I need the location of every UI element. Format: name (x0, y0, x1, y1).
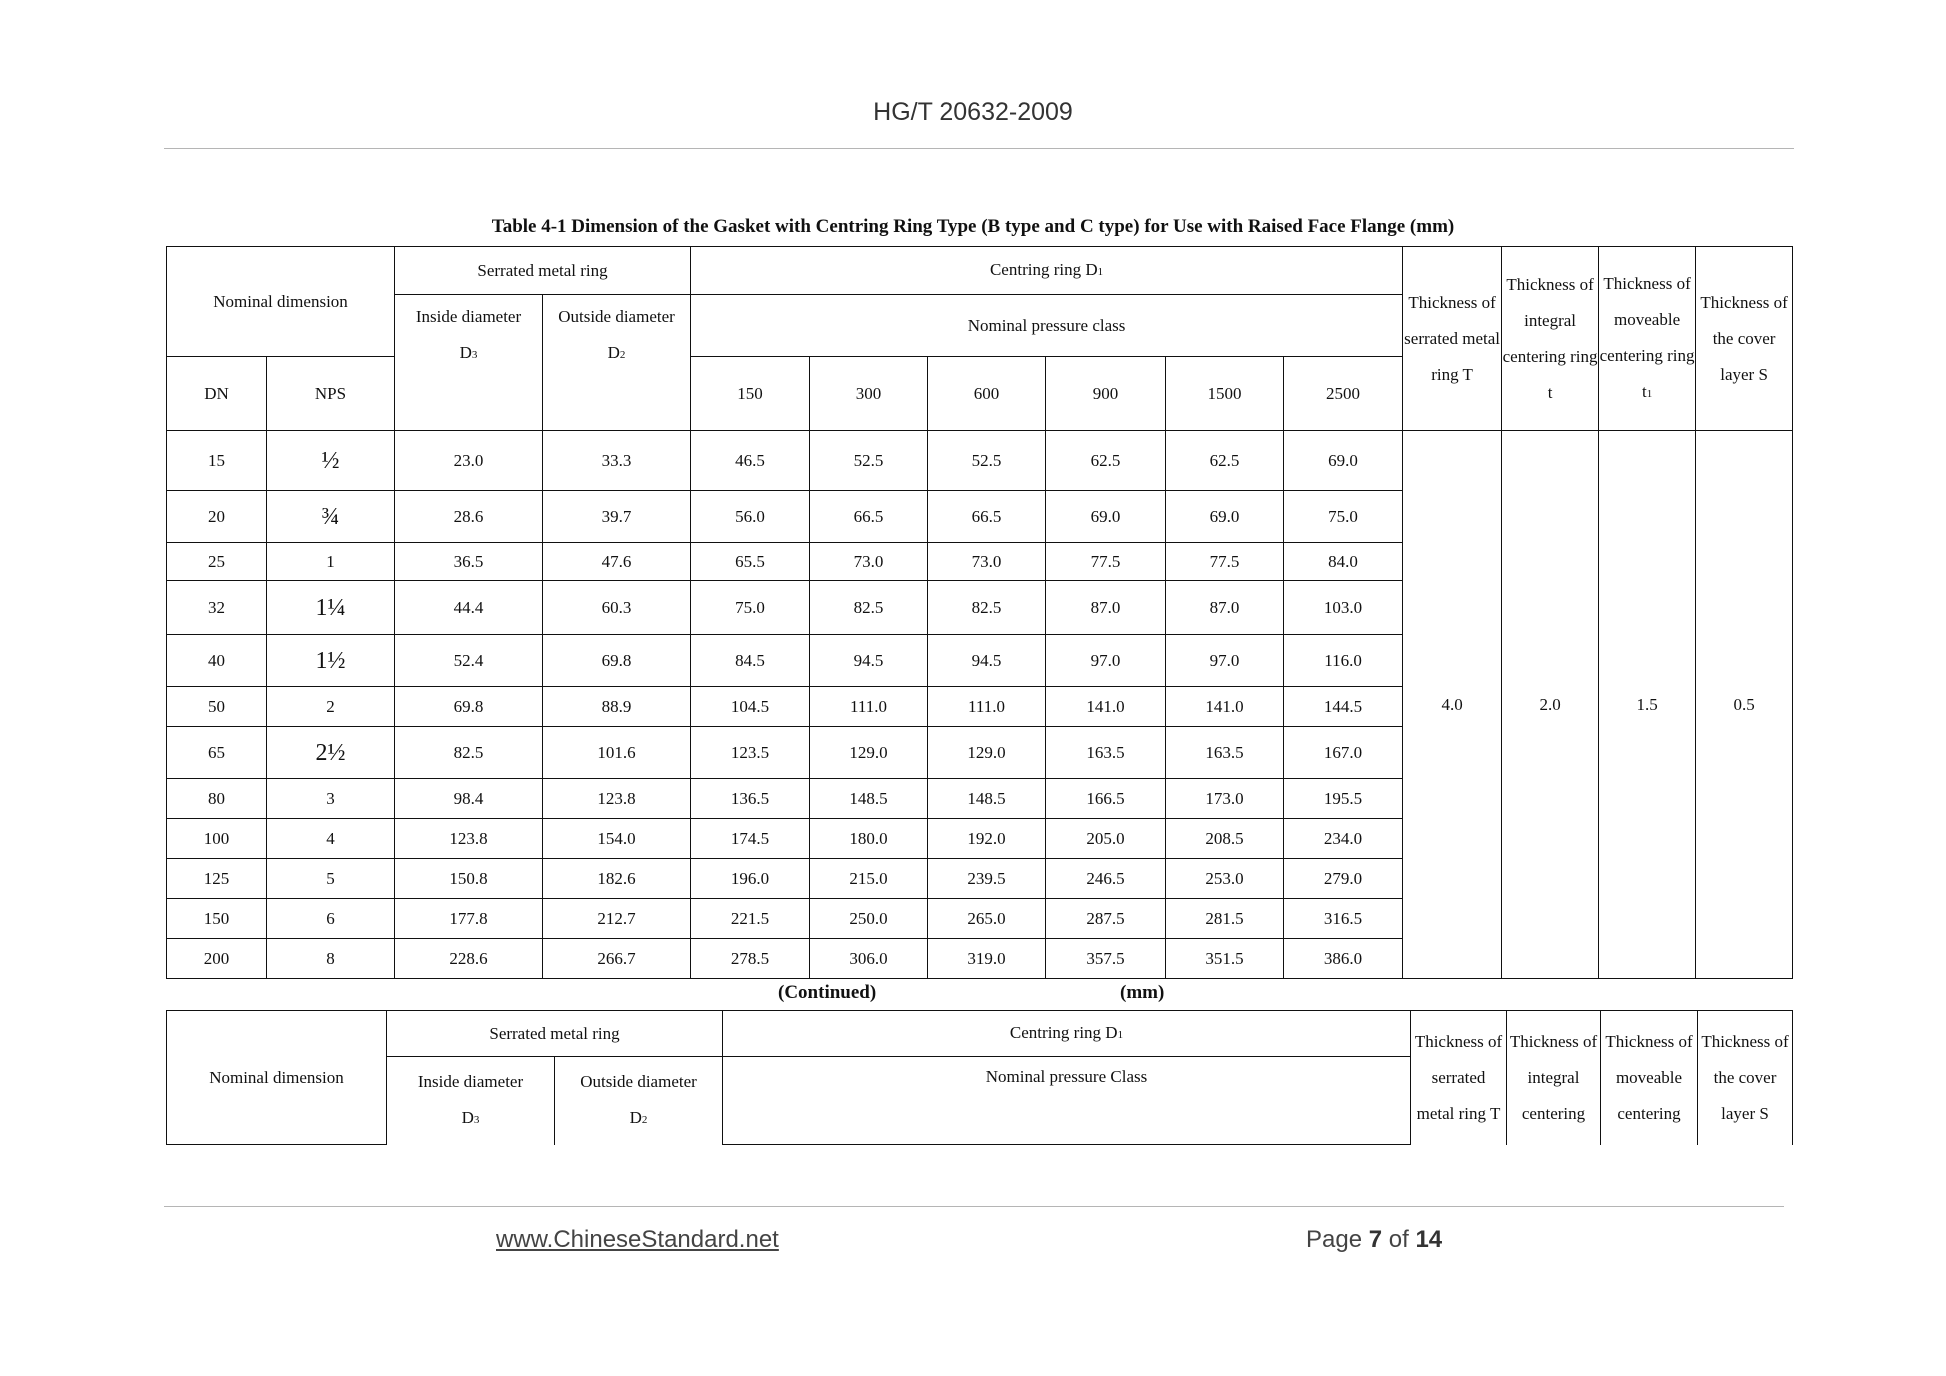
outside-diameter-cell: 212.7 (543, 899, 691, 939)
table-title: Table 4-1 Dimension of the Gasket with Centring Ring Type (B type and C type) for Use with Raised Face Flange (mm) (491, 216, 1455, 237)
nps-cell: 8 (267, 939, 395, 979)
nps-cell: ¾ (267, 491, 395, 543)
class-2500-cell: 116.0 (1284, 635, 1403, 687)
class-1500-cell: 173.0 (1166, 779, 1284, 819)
class-150-cell: 56.0 (691, 491, 810, 543)
outside-diameter-cell: 60.3 (543, 581, 691, 635)
continued-label: (Continued) (778, 982, 877, 1003)
outside-diameter-symbol: D (607, 343, 620, 362)
class-600-cell: 129.0 (928, 727, 1046, 779)
class-1500-cell: 69.0 (1166, 491, 1284, 543)
class-2500-cell: 167.0 (1284, 727, 1403, 779)
class-600-cell: 148.5 (928, 779, 1046, 819)
centring-ring-header (691, 247, 1403, 295)
class-900-cell: 97.0 (1046, 635, 1166, 687)
inside-diameter-cell: 36.5 (395, 543, 543, 581)
inside-diameter-subscript: 3 (473, 1113, 480, 1126)
class-150-cell: 46.5 (691, 431, 810, 491)
centring-ring-header (723, 1011, 1411, 1057)
class-1500-cell: 351.5 (1166, 939, 1284, 979)
class-300-cell: 148.5 (810, 779, 928, 819)
class-900-cell: 141.0 (1046, 687, 1166, 727)
gasket-dimension-table (166, 246, 1793, 979)
thickness-integral-header: Thickness of integral centering (1507, 1011, 1601, 1145)
serrated-metal-ring-header: Serrated metal ring (395, 247, 691, 295)
class-600-cell: 319.0 (928, 939, 1046, 979)
dn-cell: 32 (167, 581, 267, 635)
class-300-cell: 180.0 (810, 819, 928, 859)
class-600-cell: 82.5 (928, 581, 1046, 635)
page-prefix: Page (1306, 1226, 1363, 1253)
nps-cell: 4 (267, 819, 395, 859)
thickness-integral-header: Thickness of integral centering ring t (1502, 247, 1599, 431)
outside-diameter-cell: 88.9 (543, 687, 691, 727)
inside-diameter-cell: 28.6 (395, 491, 543, 543)
dn-cell: 200 (167, 939, 267, 979)
inside-diameter-cell: 150.8 (395, 859, 543, 899)
class-2500-cell: 84.0 (1284, 543, 1403, 581)
inside-diameter-cell: 52.4 (395, 635, 543, 687)
dn-cell: 80 (167, 779, 267, 819)
class-150-cell: 136.5 (691, 779, 810, 819)
outside-diameter-cell: 266.7 (543, 939, 691, 979)
class-2500-cell: 75.0 (1284, 491, 1403, 543)
outside-diameter-symbol: D (629, 1107, 642, 1127)
footer-rule (164, 1206, 1784, 1207)
centring-ring-subscript: 1 (1097, 265, 1104, 278)
document-id-header: HG/T 20632-2009 (873, 98, 1073, 126)
class-900-cell: 287.5 (1046, 899, 1166, 939)
serrated-metal-ring-header: Serrated metal ring (387, 1011, 723, 1057)
inside-diameter-symbol: D (461, 1107, 474, 1127)
thickness-integral-value: 2.0 (1502, 431, 1599, 979)
dn-cell: 150 (167, 899, 267, 939)
page-indicator (1306, 1226, 1442, 1254)
nps-cell: 1½ (267, 635, 395, 687)
class-150-cell: 196.0 (691, 859, 810, 899)
thickness-cover-value: 0.5 (1696, 431, 1793, 979)
centring-ring-subscript: 1 (1117, 1028, 1124, 1041)
class-600-cell: 66.5 (928, 491, 1046, 543)
class-300-cell: 94.5 (810, 635, 928, 687)
nps-cell: 2 (267, 687, 395, 727)
inside-diameter-cell: 69.8 (395, 687, 543, 727)
class-300-cell: 215.0 (810, 859, 928, 899)
thickness-cover-header: Thickness of the cover layer S (1696, 247, 1793, 431)
pressure-class-header: 300 (810, 357, 928, 431)
page-total: 14 (1415, 1226, 1443, 1253)
class-900-cell: 163.5 (1046, 727, 1166, 779)
class-300-cell: 82.5 (810, 581, 928, 635)
class-1500-cell: 62.5 (1166, 431, 1284, 491)
class-150-cell: 123.5 (691, 727, 810, 779)
dn-header: DN (167, 357, 267, 431)
class-2500-cell: 279.0 (1284, 859, 1403, 899)
class-900-cell: 246.5 (1046, 859, 1166, 899)
nps-header: NPS (267, 357, 395, 431)
class-900-cell: 69.0 (1046, 491, 1166, 543)
class-600-cell: 265.0 (928, 899, 1046, 939)
class-600-cell: 94.5 (928, 635, 1046, 687)
nps-cell: 6 (267, 899, 395, 939)
thickness-moveable-header: Thickness of moveable centering (1601, 1011, 1698, 1145)
continued-unit: (mm) (1120, 982, 1165, 1003)
class-300-cell: 306.0 (810, 939, 928, 979)
thickness-moveable-value: 1.5 (1599, 431, 1696, 979)
class-900-cell: 166.5 (1046, 779, 1166, 819)
nominal-dimension-header: Nominal dimension (167, 247, 395, 357)
class-1500-cell: 97.0 (1166, 635, 1284, 687)
table-row (167, 431, 1793, 491)
dn-cell: 50 (167, 687, 267, 727)
outside-diameter-cell: 39.7 (543, 491, 691, 543)
dn-cell: 20 (167, 491, 267, 543)
class-600-cell: 111.0 (928, 687, 1046, 727)
class-2500-cell: 234.0 (1284, 819, 1403, 859)
class-150-cell: 104.5 (691, 687, 810, 727)
outside-diameter-subscript: 2 (619, 349, 626, 361)
class-1500-cell: 208.5 (1166, 819, 1284, 859)
nps-cell: 1¼ (267, 581, 395, 635)
website-link[interactable]: www.ChineseStandard.net (496, 1226, 779, 1253)
centring-ring-label: Centring ring D (1009, 1022, 1118, 1042)
thickness-cover-header: Thickness of the cover layer S (1698, 1011, 1793, 1145)
thickness-serrated-value: 4.0 (1403, 431, 1502, 979)
nominal-dimension-header: Nominal dimension (167, 1011, 387, 1145)
nps-cell: ½ (267, 431, 395, 491)
inside-diameter-cell: 228.6 (395, 939, 543, 979)
class-300-cell: 111.0 (810, 687, 928, 727)
class-1500-cell: 141.0 (1166, 687, 1284, 727)
outside-diameter-cell: 182.6 (543, 859, 691, 899)
class-2500-cell: 69.0 (1284, 431, 1403, 491)
nominal-pressure-class-header: Nominal pressure Class (723, 1057, 1411, 1145)
outside-diameter-header (543, 295, 691, 431)
dn-cell: 15 (167, 431, 267, 491)
centring-ring-label: Centring ring D (989, 259, 1098, 279)
thickness-moveable-subscript: 1 (1646, 387, 1653, 400)
inside-diameter-label: Inside diameter (415, 307, 522, 326)
class-150-cell: 75.0 (691, 581, 810, 635)
class-2500-cell: 144.5 (1284, 687, 1403, 727)
class-900-cell: 62.5 (1046, 431, 1166, 491)
nominal-pressure-class-header: Nominal pressure class (691, 295, 1403, 357)
inside-diameter-cell: 82.5 (395, 727, 543, 779)
class-150-cell: 65.5 (691, 543, 810, 581)
outside-diameter-header (555, 1057, 723, 1145)
inside-diameter-cell: 98.4 (395, 779, 543, 819)
outside-diameter-cell: 33.3 (543, 431, 691, 491)
inside-diameter-cell: 123.8 (395, 819, 543, 859)
outside-diameter-label: Outside diameter (580, 1071, 697, 1091)
inside-diameter-header (387, 1057, 555, 1145)
outside-diameter-subscript: 2 (641, 1113, 648, 1126)
class-2500-cell: 103.0 (1284, 581, 1403, 635)
class-600-cell: 73.0 (928, 543, 1046, 581)
class-150-cell: 174.5 (691, 819, 810, 859)
class-2500-cell: 316.5 (1284, 899, 1403, 939)
dn-cell: 100 (167, 819, 267, 859)
inside-diameter-cell: 177.8 (395, 899, 543, 939)
class-900-cell: 87.0 (1046, 581, 1166, 635)
outside-diameter-cell: 123.8 (543, 779, 691, 819)
outside-diameter-label: Outside diameter (558, 307, 675, 326)
class-1500-cell: 87.0 (1166, 581, 1284, 635)
thickness-serrated-header: Thickness of serrated metal ring T (1411, 1011, 1507, 1145)
class-300-cell: 73.0 (810, 543, 928, 581)
nps-cell: 3 (267, 779, 395, 819)
class-900-cell: 357.5 (1046, 939, 1166, 979)
nps-cell: 5 (267, 859, 395, 899)
class-1500-cell: 253.0 (1166, 859, 1284, 899)
inside-diameter-subscript: 3 (471, 349, 478, 361)
page-number: 7 (1368, 1226, 1383, 1253)
header-rule (164, 148, 1794, 149)
class-900-cell: 205.0 (1046, 819, 1166, 859)
dn-cell: 65 (167, 727, 267, 779)
class-2500-cell: 195.5 (1284, 779, 1403, 819)
inside-diameter-cell: 44.4 (395, 581, 543, 635)
inside-diameter-cell: 23.0 (395, 431, 543, 491)
outside-diameter-cell: 69.8 (543, 635, 691, 687)
pressure-class-header: 900 (1046, 357, 1166, 431)
class-1500-cell: 77.5 (1166, 543, 1284, 581)
pressure-class-header: 600 (928, 357, 1046, 431)
outside-diameter-cell: 47.6 (543, 543, 691, 581)
dn-cell: 125 (167, 859, 267, 899)
outside-diameter-cell: 101.6 (543, 727, 691, 779)
pressure-class-header: 150 (691, 357, 810, 431)
class-900-cell: 77.5 (1046, 543, 1166, 581)
class-150-cell: 278.5 (691, 939, 810, 979)
class-150-cell: 84.5 (691, 635, 810, 687)
class-1500-cell: 163.5 (1166, 727, 1284, 779)
inside-diameter-label: Inside diameter (417, 1071, 524, 1091)
inside-diameter-header (395, 295, 543, 431)
nps-cell: 1 (267, 543, 395, 581)
pressure-class-header: 2500 (1284, 357, 1403, 431)
nps-cell: 2½ (267, 727, 395, 779)
class-300-cell: 250.0 (810, 899, 928, 939)
class-600-cell: 192.0 (928, 819, 1046, 859)
class-600-cell: 52.5 (928, 431, 1046, 491)
thickness-moveable-header (1599, 247, 1696, 431)
gasket-dimension-table-continued (166, 1010, 1793, 1145)
class-300-cell: 52.5 (810, 431, 928, 491)
class-150-cell: 221.5 (691, 899, 810, 939)
class-2500-cell: 386.0 (1284, 939, 1403, 979)
thickness-moveable-label: Thickness of moveable centering ring t (1599, 273, 1695, 401)
dn-cell: 25 (167, 543, 267, 581)
class-300-cell: 129.0 (810, 727, 928, 779)
page-of: of (1388, 1226, 1409, 1253)
thickness-serrated-header: Thickness of serrated metal ring T (1403, 247, 1502, 431)
pressure-class-header: 1500 (1166, 357, 1284, 431)
class-300-cell: 66.5 (810, 491, 928, 543)
outside-diameter-cell: 154.0 (543, 819, 691, 859)
dn-cell: 40 (167, 635, 267, 687)
class-1500-cell: 281.5 (1166, 899, 1284, 939)
class-600-cell: 239.5 (928, 859, 1046, 899)
inside-diameter-symbol: D (459, 343, 472, 362)
